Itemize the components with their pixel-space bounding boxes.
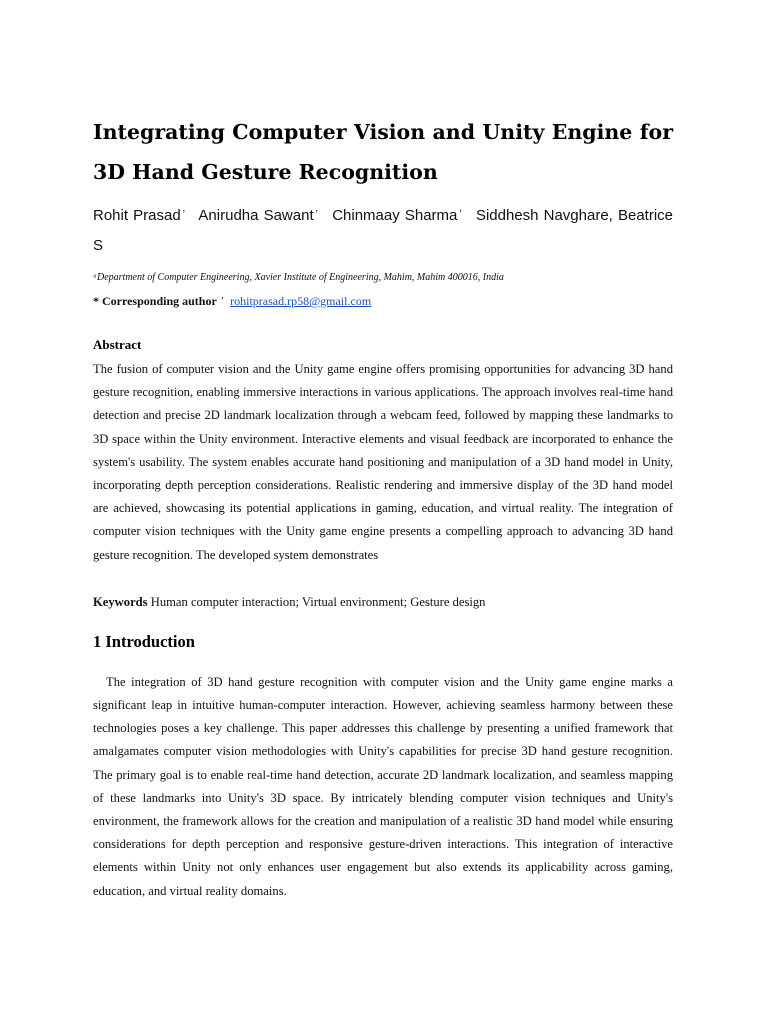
affiliation: ᵃDepartment of Computer Engineering, Xavier Institute of Engineering, Mahim, Mahim 400016, India (93, 272, 504, 283)
section-heading-introduction: 1 Introduction (93, 631, 195, 651)
corresponding-author (93, 292, 673, 311)
abstract-text: The fusion of computer vision and the Unity game engine offers promising opportunities for advancing 3D hand gesture recognition, enabling immersive interactions in various applications. The approach involves real-time hand detection and precise 2D landmark localization through a webcam feed, followed by mapping these landmarks to 3D space within the Unity environment. Interactive elements and visual feedback are incorporated to enhance the system's usability. The system enables accurate hand positioning and manipulation of a 3D hand model in Unity, incorporating depth perception considerations. Realistic rendering and immersive display of the 3D hand model are achieved, showcasing its potential applications in gaming, education, and virtual reality. The integration of computer vision techniques with the Unity game engine presents a compelling approach to advancing 3D hand gesture recognition. The developed system demonstrates (93, 362, 673, 562)
paper-title: Integrating Computer Vision and Unity Engine for 3D Hand Gesture Recognition (93, 120, 673, 184)
author-name: Chinmaay Sharma (332, 207, 458, 224)
corresponding-email-link[interactable]: rohitprasad.rp58@gmail.com (230, 294, 372, 308)
author-list (93, 200, 673, 261)
introduction-text: The integration of 3D hand gesture recognition with computer vision and the Unity game engine marks a significant leap in intuitive human-computer interaction. However, achieving seamless harmony between these technologies poses a key challenge. This paper addresses this challenge by presenting a unified framework that amalgamates computer vision methodologies with Unity's capabilities for precise 3D hand gesture recognition. The primary goal is to enable real-time hand detection, accurate 2D landmark localization, and seamless mapping of these landmarks into Unity's 3D space. By intricately blending computer vision techniques and Unity's environment, the framework allows for the creation and manipulation of a realistic 3D hand model while ensuring considerations for depth perception and responsive gesture-driven interactions. This integration of interactive elements within Unity not only enhances user engagement but also extends its applicability across gaming, education, and virtual reality domains. (93, 674, 673, 898)
paper-page (93, 112, 673, 903)
abstract-heading: Abstract (93, 337, 142, 352)
author-name: Siddhesh Navghare, (475, 207, 613, 224)
author-name: Anirudha Sawant (198, 207, 314, 224)
corresponding-author-label: * Corresponding author (93, 294, 217, 308)
author-separator: ʼ (315, 209, 319, 221)
corresponding-separator: ʼ (220, 296, 225, 307)
author-name: Beatrice S (93, 207, 673, 254)
keywords-line (93, 593, 673, 611)
keywords-text: Human computer interaction; Virtual environment; Gesture design (147, 594, 486, 609)
author-separator: ʼ (459, 209, 462, 221)
author-separator: ʼ (182, 209, 186, 221)
author-name: Rohit Prasad (93, 207, 181, 224)
keywords-label: Keywords (93, 594, 148, 609)
